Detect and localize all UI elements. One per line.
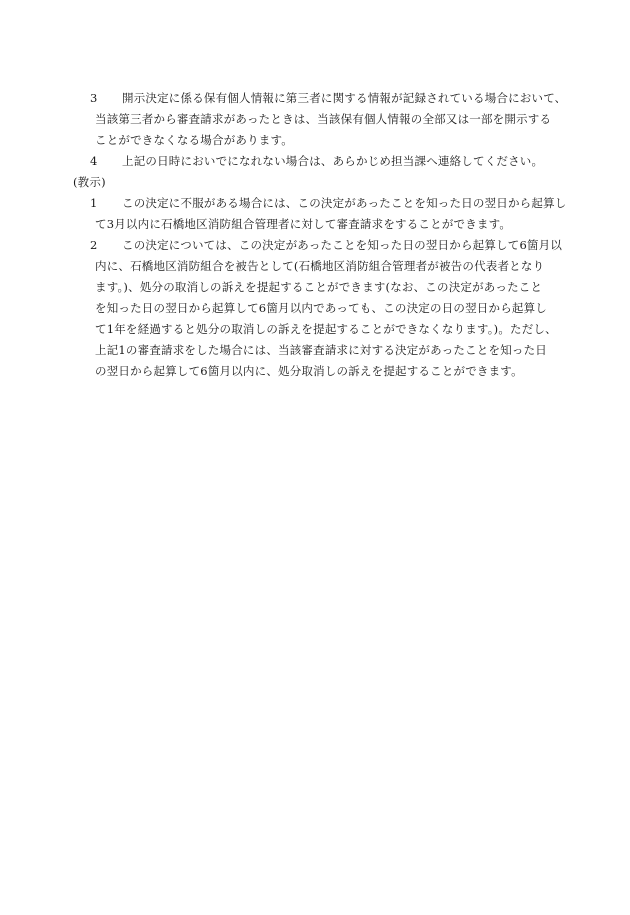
instruction-2-line-5: て1年を経過すると処分の取消しの訴えを提起することができなくなります。)。ただし、	[95, 322, 557, 336]
note-3-text-1: 開示決定に係る保有個人情報に第三者に関する情報が記録されている場合において、	[122, 91, 567, 105]
note-3-line-2: 当該第三者から審査請求があったときは、当該保有個人情報の全部又は一部を開示する	[95, 112, 552, 126]
note-3-number: 3	[90, 91, 98, 105]
instruction-2-number: 2	[90, 238, 98, 252]
note-4-number: 4	[90, 154, 98, 168]
instruction-1-text-1: この決定に不服がある場合には、この決定があったことを知った日の翌日から起算し	[122, 196, 567, 210]
instruction-1-line-2: て3月以内に石橋地区消防組合管理者に対して審査請求をすることができます。	[95, 217, 512, 231]
instruction-1-line-1	[90, 195, 566, 211]
instruction-2-line-6: 上記1の審査請求をした場合には、当該審査請求に対する決定があったことを知った日	[95, 343, 547, 357]
instruction-2-line-4: を知った日の翌日から起算して6箇月以内であっても、この決定の日の翌日から起算し	[95, 301, 547, 315]
note-3-line-3: ことができなくなる場合があります。	[95, 133, 293, 147]
instruction-2-text-1: この決定については、この決定があったことを知った日の翌日から起算して6箇月以	[122, 238, 563, 252]
instruction-2-line-2: 内に、石橋地区消防組合を被告として(石橋地区消防組合管理者が被告の代表者となり	[95, 259, 545, 273]
instruction-1-number: 1	[90, 196, 98, 210]
note-4-text-1: 上記の日時においでになれない場合は、あらかじめ担当課へ連絡してください。	[122, 154, 544, 168]
instruction-2-line-1	[90, 237, 562, 253]
note-3-line-1	[90, 90, 566, 106]
instruction-2-line-7: の翌日から起算して6箇月以内に、処分取消しの訴えを提起することができます。	[95, 364, 523, 378]
instruction-2-line-3: ます。)、処分の取消しの訴えを提起することができます(なお、この決定があったこと	[95, 280, 543, 294]
instruction-heading: (教示)	[73, 175, 106, 189]
note-4-line-1	[90, 153, 543, 169]
